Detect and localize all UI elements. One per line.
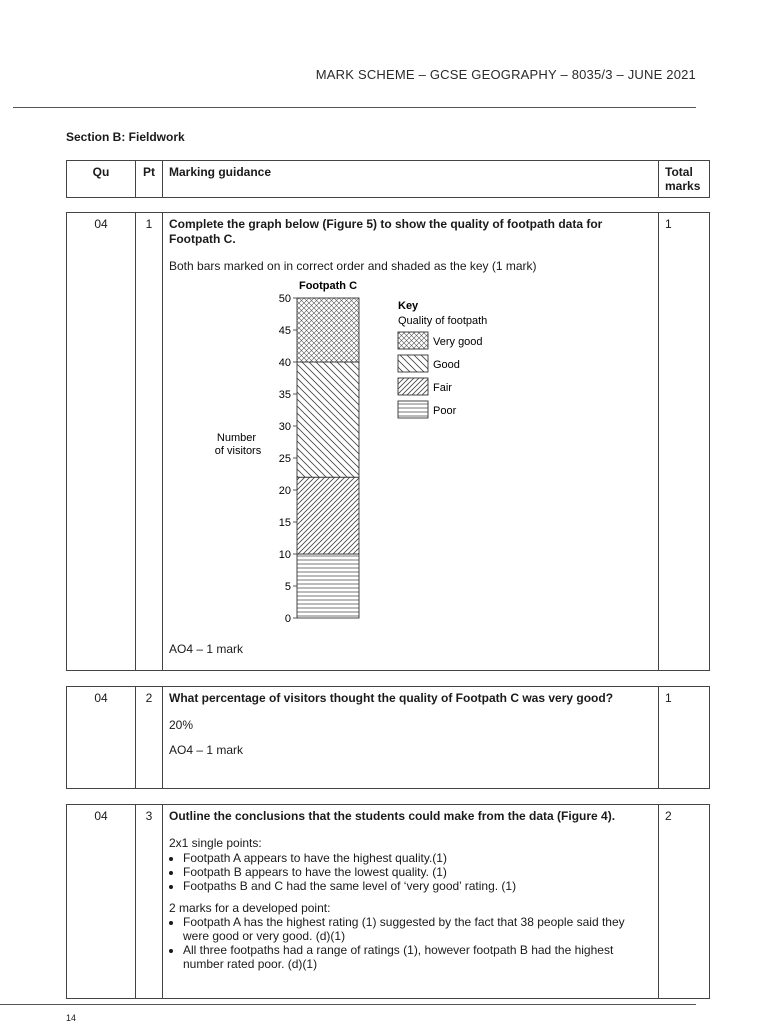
y-tick-label: 30 (278, 421, 291, 433)
y-tick-label: 5 (284, 581, 291, 593)
question-text: What percentage of visitors thought the quality of Footpath C was very good? (169, 691, 614, 705)
question-guidance-cell (163, 213, 659, 671)
question-04-2-table (66, 686, 710, 789)
footpath-chart (169, 278, 652, 642)
question-qu: 04 (67, 687, 136, 789)
legend-label: Fair (433, 382, 452, 394)
legend-label: Very good (433, 336, 483, 348)
page-header: MARK SCHEME – GCSE GEOGRAPHY – 8035/3 – JUNE 2021 (315, 67, 696, 82)
question-qu: 04 (67, 213, 136, 671)
answer-text: 20% (169, 718, 194, 732)
list-item: • Footpath B appears to have the lowest quality. (1) (183, 865, 652, 879)
header-pt: Pt (136, 161, 163, 198)
legend-label: Good (433, 359, 460, 371)
legend-label: Poor (433, 405, 457, 417)
list-item: • All three footpaths had a range of ratings (1), however footpath B had the highest number rated poor. (d)(1) (183, 943, 652, 971)
legend-swatch (398, 332, 428, 349)
y-axis-ticks (279, 293, 297, 625)
question-04-1-table (66, 212, 710, 671)
developed-points-intro: 2 marks for a developed point: (169, 901, 331, 915)
y-axis-label-line-2: of visitors (214, 445, 262, 457)
question-total: 2 (659, 805, 710, 999)
question-text: Outline the conclusions that the students could make from the data (Figure 4). (169, 809, 616, 823)
assessment-objective: AO4 – 1 mark (169, 642, 244, 656)
footer-rule (0, 1004, 696, 1005)
section-title: Section B: Fieldwork (66, 130, 185, 144)
legend-swatch (398, 401, 428, 418)
header-table (66, 160, 710, 198)
legend (398, 300, 487, 418)
question-total: 1 (659, 213, 710, 671)
y-axis-label-line-1: Number (216, 432, 257, 444)
question-guidance-cell (163, 687, 659, 789)
question-pt: 2 (136, 687, 163, 789)
legend-subtitle: Quality of footpath (398, 315, 488, 327)
chart-title: Footpath C (298, 280, 358, 292)
y-tick-label: 40 (278, 357, 291, 369)
y-tick-label: 10 (278, 549, 291, 561)
question-text: Complete the graph below (Figure 5) to show the quality of footpath data for Footpath C. (169, 217, 603, 246)
single-points-list (169, 851, 652, 893)
bar-segments (297, 298, 359, 618)
legend-title: Key (398, 300, 419, 312)
question-pt: 3 (136, 805, 163, 999)
bar-segment-very-good (297, 298, 359, 362)
bar-segment-good (297, 362, 359, 477)
header-qu: Qu (67, 161, 136, 198)
question-04-3-table (66, 804, 710, 999)
chart-svg (169, 278, 509, 642)
list-item: • Footpaths B and C had the same level of ‘very good’ rating. (1) (183, 879, 652, 893)
header-guidance: Marking guidance (163, 161, 659, 198)
header-rule (13, 107, 696, 108)
y-tick-label: 35 (278, 389, 291, 401)
y-tick-label: 20 (278, 485, 291, 497)
y-tick-label: 25 (278, 453, 291, 465)
y-tick-label: 50 (278, 293, 291, 305)
list-item: • Footpath A appears to have the highest quality.(1) (183, 851, 652, 865)
bar-segment-fair (297, 477, 359, 554)
single-points-intro: 2x1 single points: (169, 836, 262, 850)
developed-points-list (169, 915, 652, 971)
header-total: Total marks (659, 161, 710, 198)
legend-swatch (398, 355, 428, 372)
question-guidance-cell (163, 805, 659, 999)
y-tick-label: 0 (284, 613, 291, 625)
assessment-objective: AO4 – 1 mark (169, 743, 244, 757)
bar-segment-poor (297, 554, 359, 618)
question-total: 1 (659, 687, 710, 789)
y-axis-label (215, 432, 262, 457)
list-item: • Footpath A has the highest rating (1) suggested by the fact that 38 people said they were good or very good. (d)(1) (183, 915, 652, 943)
y-tick-label: 15 (278, 517, 291, 529)
question-qu: 04 (67, 805, 136, 999)
legend-swatch (398, 378, 428, 395)
y-tick-label: 45 (278, 325, 291, 337)
question-pt: 1 (136, 213, 163, 671)
marking-guidance: Both bars marked on in correct order and shaded as the key (1 mark) (169, 259, 537, 273)
page-number: 14 (66, 1013, 77, 1023)
